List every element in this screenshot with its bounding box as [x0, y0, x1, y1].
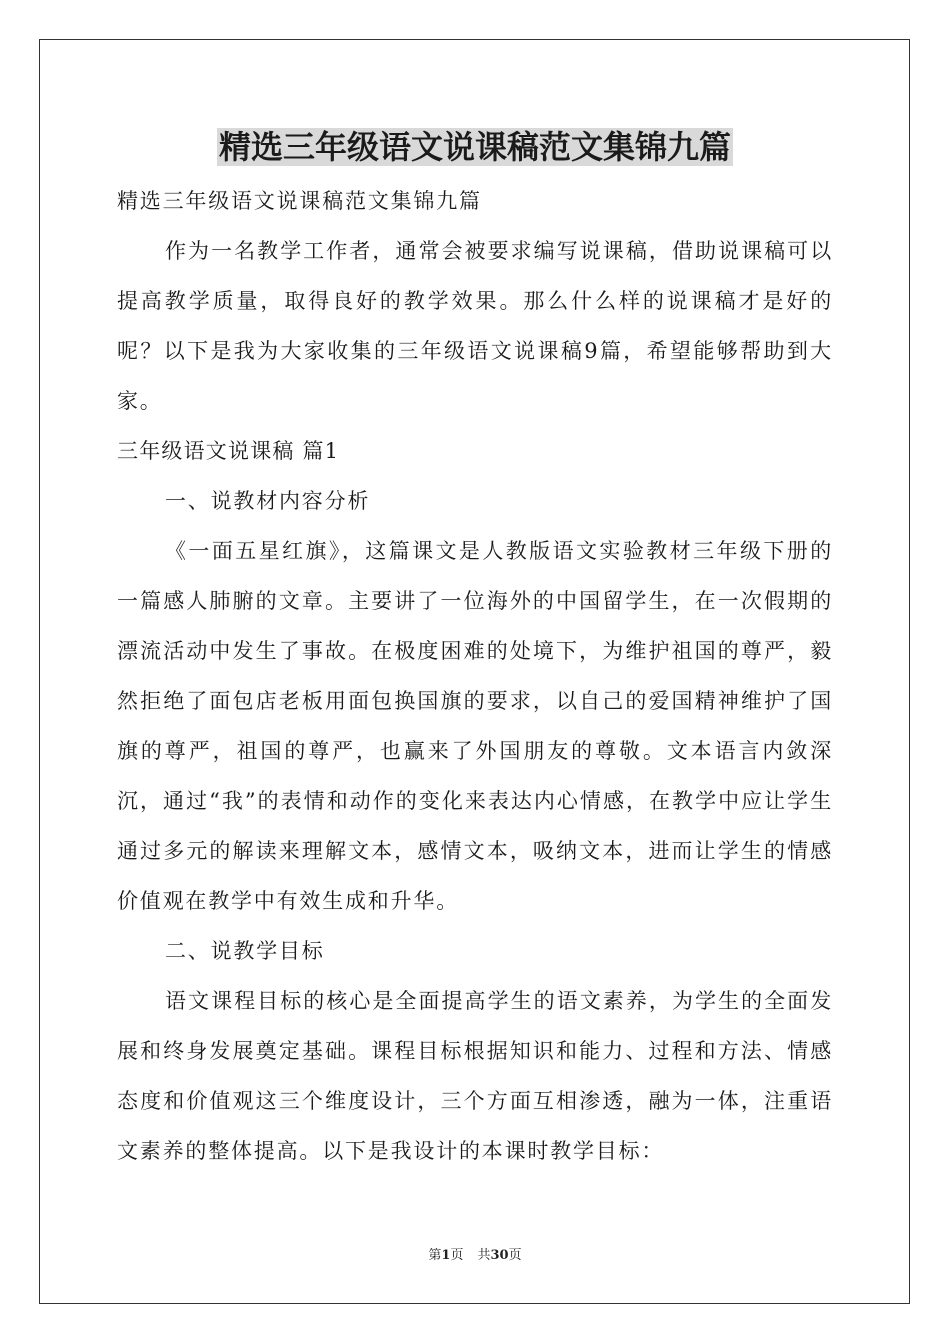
footer-page-number: 1 [441, 1248, 451, 1263]
subheading-textbook-analysis: 一、说教材内容分析 [165, 489, 371, 513]
section-heading: 三年级语文说课稿 篇1 [117, 439, 340, 463]
paragraph-teaching-goals: 语文课程目标的核心是全面提高学生的语文素养，为学生的全面发展和终身发展奠定基础。课程目标根据知识和能力、过程和方法、情感态度和价值观这三个维度设计，三个方面互相渗透，融为一体，注重语文素养的整体提高。以下是我设计的本课时教学目标： [117, 989, 833, 1163]
subheading-teaching-goals: 二、说教学目标 [165, 939, 325, 963]
paragraph-subtitle: 精选三年级语文说课稿范文集锦九篇 [117, 189, 482, 213]
footer-total-suffix: 页 [508, 1248, 522, 1263]
document-title-text: 精选三年级语文说课稿范文集锦九篇 [218, 128, 731, 166]
footer-total-pages: 30 [490, 1248, 509, 1263]
footer-total-prefix: 共 [477, 1248, 491, 1263]
footer-page-suffix: 页 [450, 1248, 464, 1263]
paragraph-intro: 作为一名教学工作者，通常会被要求编写说课稿，借助说课稿可以提高教学质量，取得良好的教学效果。那么什么样的说课稿才是好的呢？以下是我为大家收集的三年级语文说课稿9篇，希望能够帮助到大家。 [117, 239, 833, 413]
page-footer [0, 1247, 950, 1265]
document-body [117, 176, 833, 1176]
document-title [0, 124, 950, 170]
footer-page-prefix: 第 [428, 1248, 442, 1263]
paragraph-textbook-analysis: 《一面五星红旗》，这篇课文是人教版语文实验教材三年级下册的一篇感人肺腑的文章。主要讲了一位海外的中国留学生，在一次假期的漂流活动中发生了事故。在极度困难的处境下，为维护祖国的尊严，毅然拒绝了面包店老板用面包换国旗的要求，以自己的爱国精神维护了国旗的尊严，祖国的尊严，也赢来了外国朋友的尊敬。文本语言内敛深沉，通过“我”的表情和动作的变化来表达内心情感，在教学中应让学生通过多元的解读来理解文本，感情文本，吸纳文本，进而让学生的情感价值观在教学中有效生成和升华。 [117, 539, 833, 913]
